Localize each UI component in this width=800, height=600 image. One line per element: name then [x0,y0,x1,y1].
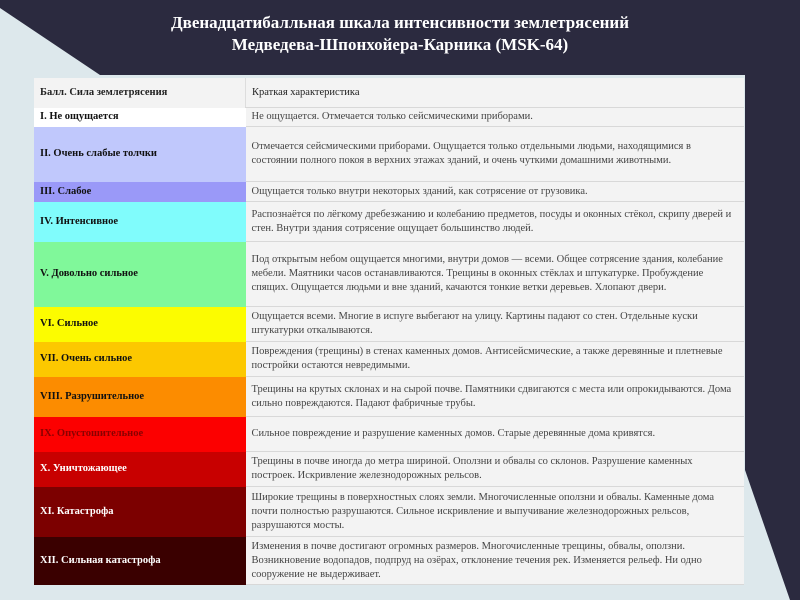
intensity-label: X. Уничтожающее [34,452,246,487]
intensity-label: XII. Сильная катастрофа [34,537,246,585]
intensity-label: II. Очень слабые толчки [34,127,246,182]
table-header-row [34,78,744,108]
intensity-description: Сильное повреждение и разрушение каменных домов. Старые деревянные дома кривятся. [246,417,745,452]
intensity-label: I. Не ощущается [34,108,246,127]
table-row [34,452,744,487]
intensity-description: Изменения в почве достигают огромных размеров. Многочисленные трещины, обвалы, оползни. Возникновение водопадов, подпруд на озёрах, отклонение течения рек. Изменяется рельеф. Ни одно сооружение не выдерживает. [246,537,745,585]
intensity-label: IX. Опустошительное [34,417,246,452]
table-row [34,487,744,537]
table-row [34,537,744,585]
intensity-label: XI. Катастрофа [34,487,246,537]
intensity-description: Широкие трещины в поверхностных слоях земли. Многочисленные оползни и обвалы. Каменные дома почти полностью разрушаются. Сильное искривление и выпучивание железнодорожных рельсов, разрушаются мосты. [246,487,745,537]
title-line-2: Медведева-Шпонхойера-Карника (MSK-64) [231,35,569,54]
table-row [34,342,744,377]
intensity-description: Трещины на крутых склонах и на сырой почве. Памятники сдвигаются с места или опрокидываются. Дома сильно повреждаются. Падают фабричные трубы. [246,377,745,417]
intensity-description: Повреждения (трещины) в стенах каменных домов. Антисейсмические, а также деревянные и плетневые постройки остаются невредимыми. [246,342,745,377]
header-intensity: Балл. Сила землетрясения [34,78,246,108]
title-line-1: Двенадцатибалльная шкала интенсивности землетрясений [170,13,630,32]
intensity-description: Трещины в почве иногда до метра шириной. Оползни и обвалы со склонов. Разрушение каменных построек. Искривление железнодорожных рельсов. [246,452,745,487]
intensity-label: IV. Интенсивное [34,202,246,242]
intensity-description: Ощущается только внутри некоторых зданий, как сотрясение от грузовика. [246,182,745,202]
table-row [34,182,744,202]
page-title [0,12,800,56]
intensity-label: VIII. Разрушительное [34,377,246,417]
intensity-label: VII. Очень сильное [34,342,246,377]
table-row [34,242,744,307]
table-row [34,127,744,182]
intensity-description: Распознаётся по лёгкому дребезжанию и колебанию предметов, посуды и оконных стёкол, скрипу дверей и стен. Внутри здания сотрясение ощущает большинство людей. [246,202,745,242]
table-row [34,202,744,242]
intensity-description: Отмечается сейсмическими приборами. Ощущается только отдельными людьми, находящимися в состоянии полного покоя в верхних этажах зданий, и очень чуткими домашними животными. [246,127,745,182]
intensity-description: Ощущается всеми. Многие в испуге выбегают на улицу. Картины падают со стен. Отдельные куски штукатурки откалываются. [246,307,745,342]
intensity-description: Не ощущается. Отмечается только сейсмическими приборами. [246,108,745,127]
table-row [34,377,744,417]
intensity-label: VI. Сильное [34,307,246,342]
table-row [34,108,744,127]
intensity-label: V. Довольно сильное [34,242,246,307]
table-row [34,307,744,342]
table-row [34,417,744,452]
intensity-description: Под открытым небом ощущается многими, внутри домов — всеми. Общее сотрясение здания, колебание мебели. Маятники часов останавливаются. Трещины в оконных стёклах и штукатурке. Пробуждение спящих. Ощущается людьми и вне зданий, качаются тонкие ветки деревьев. Хлопают двери. [246,242,745,307]
header-description: Краткая характеристика [246,78,745,108]
msk64-scale-table [34,78,744,585]
intensity-label: III. Слабое [34,182,246,202]
